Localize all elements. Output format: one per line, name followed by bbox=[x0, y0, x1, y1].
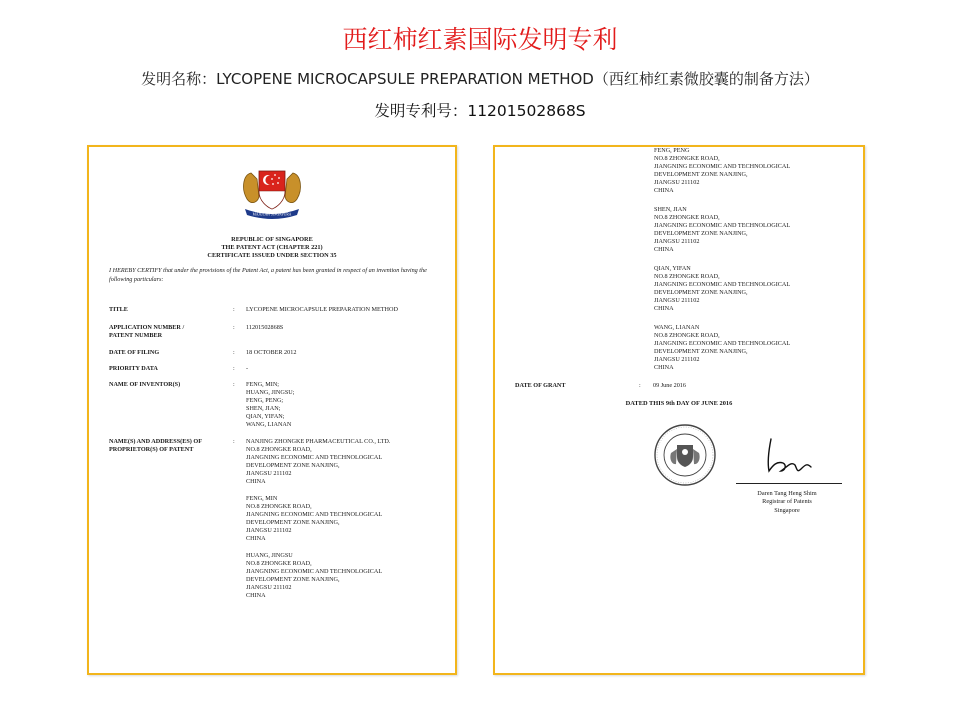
address-line: NO.8 ZHONGKE ROAD, bbox=[654, 332, 720, 339]
inventor-name: FENG, MIN; bbox=[246, 381, 280, 388]
address-line: DEVELOPMENT ZONE NANJING, bbox=[246, 576, 340, 583]
official-seal-icon bbox=[653, 423, 717, 487]
address-line: NO.8 ZHONGKE ROAD, bbox=[246, 503, 312, 510]
address-line: NO.8 ZHONGKE ROAD, bbox=[654, 214, 720, 221]
field-value: LYCOPENE MICROCAPSULE PREPARATION METHOD bbox=[246, 306, 398, 313]
address-line: CHINA bbox=[654, 187, 674, 194]
field-value: 11201502868S bbox=[246, 324, 284, 331]
address-line: CHINA bbox=[654, 364, 674, 371]
signer-title: Registrar of Patents bbox=[762, 498, 812, 506]
proprietor-address bbox=[654, 265, 854, 313]
address-line: DEVELOPMENT ZONE NANJING, bbox=[654, 230, 748, 237]
proprietor-address bbox=[246, 552, 456, 600]
field-colon: : bbox=[233, 438, 235, 445]
field-value: 18 OCTOBER 2012 bbox=[246, 349, 297, 356]
address-line: JIANGNING ECONOMIC AND TECHNOLOGICAL bbox=[654, 340, 791, 347]
field-label: TITLE bbox=[109, 306, 128, 313]
address-line: DEVELOPMENT ZONE NANJING, bbox=[246, 519, 340, 526]
field-label: PRIORITY DATA bbox=[109, 365, 158, 372]
address-line: NO.8 ZHONGKE ROAD, bbox=[246, 560, 312, 567]
inventor-name: HUANG, JINGSU; bbox=[246, 389, 295, 396]
address-line: JIANGNING ECONOMIC AND TECHNOLOGICAL bbox=[654, 163, 791, 170]
inventor-list bbox=[246, 381, 456, 429]
address-line: JIANGNING ECONOMIC AND TECHNOLOGICAL bbox=[246, 511, 383, 518]
address-line: QIAN, YIFAN bbox=[654, 265, 691, 272]
address-line: DEVELOPMENT ZONE NANJING, bbox=[654, 348, 748, 355]
registry-seal bbox=[653, 423, 717, 487]
field-label: APPLICATION NUMBER / PATENT NUMBER bbox=[109, 324, 185, 339]
address-line: CHINA bbox=[246, 592, 266, 599]
address-line: NANJING ZHONGKE PHARMACEUTICAL CO., LTD. bbox=[246, 438, 391, 445]
address-line: CHINA bbox=[246, 478, 266, 485]
inventor-name: QIAN, YIFAN; bbox=[246, 413, 285, 420]
address-line: JIANGSU 211102 bbox=[654, 356, 700, 363]
cert-header-line-1: REPUBLIC OF SINGAPORE bbox=[231, 236, 313, 243]
field-label: DATE OF GRANT bbox=[515, 382, 566, 389]
inventor-name: WANG, LIANAN bbox=[246, 421, 292, 428]
proprietor-address bbox=[246, 438, 456, 486]
invention-name: 发明名称：LYCOPENE MICROCAPSULE PREPARATION METHOD（西红柿红素微胶囊的制备方法） bbox=[141, 70, 819, 88]
field-label: DATE OF FILING bbox=[109, 349, 160, 356]
signature-line bbox=[736, 483, 842, 484]
field-colon: : bbox=[233, 381, 235, 388]
address-line: DEVELOPMENT ZONE NANJING, bbox=[654, 289, 748, 296]
certificate-page-1 bbox=[87, 145, 457, 675]
certification-statement: I HEREBY CERTIFY that under the provisions of the Patent Act, a patent has been granted in respect of an invention having the following particulars: bbox=[109, 267, 427, 283]
field-label: NAME OF INVENTOR(S) bbox=[109, 381, 181, 388]
address-line: WANG, LIANAN bbox=[654, 324, 700, 331]
field-colon: : bbox=[233, 324, 235, 331]
address-line: JIANGSU 211102 bbox=[246, 527, 292, 534]
cert-header-line-3: CERTIFICATE ISSUED UNDER SECTION 35 bbox=[207, 252, 337, 259]
field-value: 09 June 2016 bbox=[653, 382, 686, 389]
field-colon: : bbox=[233, 306, 235, 313]
address-line: FENG, PENG bbox=[654, 147, 690, 154]
address-line: FENG, MIN bbox=[246, 495, 278, 502]
address-line: DEVELOPMENT ZONE NANJING, bbox=[246, 462, 340, 469]
address-line: JIANGNING ECONOMIC AND TECHNOLOGICAL bbox=[654, 281, 791, 288]
inventor-name: FENG, PENG; bbox=[246, 397, 284, 404]
svg-text:MAJULAH SINGAPURA: MAJULAH SINGAPURA bbox=[252, 212, 292, 217]
address-line: SHEN, JIAN bbox=[654, 206, 687, 213]
address-line: JIANGSU 211102 bbox=[246, 584, 292, 591]
address-line: JIANGSU 211102 bbox=[654, 238, 700, 245]
address-line: NO.8 ZHONGKE ROAD, bbox=[246, 446, 312, 453]
singapore-emblem bbox=[239, 159, 305, 221]
signature-icon bbox=[757, 435, 827, 477]
address-line: JIANGNING ECONOMIC AND TECHNOLOGICAL bbox=[654, 222, 791, 229]
page-title: 西红柿红素国际发明专利 bbox=[342, 25, 618, 54]
address-line: CHINA bbox=[654, 305, 674, 312]
signer-block bbox=[717, 490, 857, 515]
field-colon: : bbox=[639, 382, 641, 389]
field-colon: : bbox=[233, 349, 235, 356]
field-colon: : bbox=[233, 365, 235, 372]
proprietor-address bbox=[246, 495, 456, 543]
address-line: HUANG, JINGSU bbox=[246, 552, 293, 559]
certificate-page-2 bbox=[493, 145, 865, 675]
address-line: DEVELOPMENT ZONE NANJING, bbox=[654, 171, 748, 178]
proprietor-address bbox=[654, 147, 854, 195]
address-line: JIANGNING ECONOMIC AND TECHNOLOGICAL bbox=[246, 568, 383, 575]
inventor-name: SHEN, JIAN; bbox=[246, 405, 281, 412]
dated-statement: DATED THIS 9th DAY OF JUNE 2016 bbox=[625, 400, 733, 407]
address-line: NO.8 ZHONGKE ROAD, bbox=[654, 155, 720, 162]
address-line: JIANGSU 211102 bbox=[246, 470, 292, 477]
proprietor-list bbox=[246, 438, 456, 600]
proprietor-address bbox=[654, 206, 854, 254]
address-line: CHINA bbox=[246, 535, 266, 542]
cert-header-line-2: THE PATENT ACT (CHAPTER 221) bbox=[221, 244, 323, 251]
signer-country: Singapore bbox=[774, 506, 800, 514]
field-value: - bbox=[246, 365, 249, 372]
address-line: CHINA bbox=[654, 246, 674, 253]
address-line: JIANGSU 211102 bbox=[654, 297, 700, 304]
field-label: NAME(S) AND ADDRESS(ES) OF PROPRIETOR(S) OF PATENT bbox=[109, 438, 202, 453]
address-line: JIANGNING ECONOMIC AND TECHNOLOGICAL bbox=[246, 454, 383, 461]
patent-number: 发明专利号：11201502868S bbox=[374, 102, 586, 120]
registrar-signature bbox=[757, 435, 827, 477]
address-line: NO.8 ZHONGKE ROAD, bbox=[654, 273, 720, 280]
address-line: JIANGSU 211102 bbox=[654, 179, 700, 186]
signer-name: Daren Tang Heng Shim bbox=[757, 490, 817, 497]
proprietor-address bbox=[654, 324, 854, 372]
proprietor-list-continued bbox=[654, 147, 854, 372]
coat-of-arms-icon bbox=[239, 159, 305, 221]
